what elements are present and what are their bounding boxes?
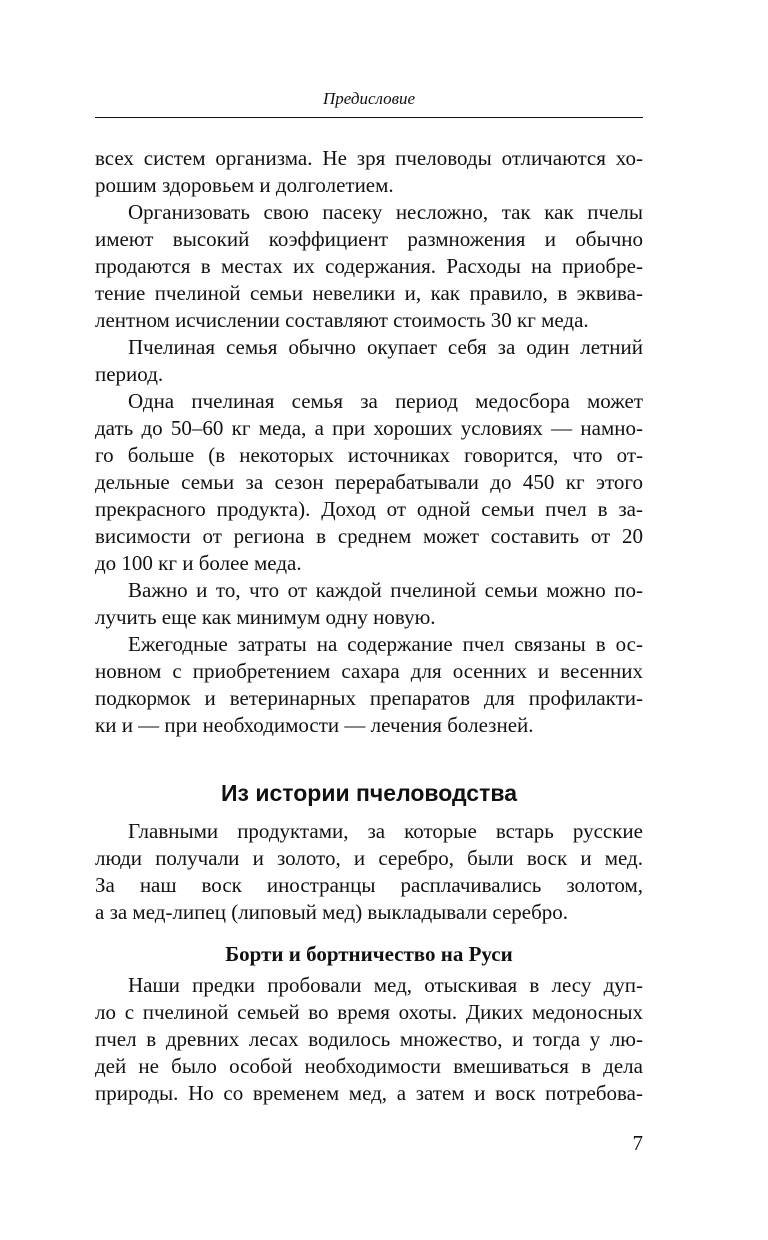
text-line: период. [95, 362, 164, 386]
text-line: висимости от региона в среднем может составить от 20 [95, 524, 643, 548]
text-line: Ежегодные затраты на содержание пчел связаны в ос- [128, 632, 643, 656]
page-number: 7 [632, 1131, 643, 1155]
text-line: Организовать свою пасеку несложно, так как пчелы [128, 200, 643, 224]
text-line: Главными продуктами, за которые встарь русские [128, 819, 643, 843]
text-line: ло с пчелиной семьей во время охоты. Диких медоносных [95, 1000, 643, 1024]
body-text-block-3 [95, 972, 643, 1107]
section-heading: Из истории пчеловодства [221, 780, 517, 806]
text-line: За наш воск иностранцы расплачивались золотом, [95, 873, 643, 897]
header-rule [95, 117, 643, 118]
text-line: Важно и то, что от каждой пчелиной семьи можно по- [128, 578, 643, 602]
text-line: тение пчелиной семьи невелики и, как правило, в эквива- [95, 281, 643, 305]
text-line: Одна пчелиная семья за период медосбора может [128, 389, 643, 413]
subsection-heading: Борти и бортничество на Руси [225, 942, 513, 966]
running-head: Предисловие [322, 89, 416, 108]
text-line: всех систем организма. Не зря пчеловоды отличаются хо- [95, 146, 643, 170]
text-line: Наши предки пробовали мед, отыскивая в лесу дуп- [128, 973, 643, 997]
text-line: а за мед-липец (липовый мед) выкладывали серебро. [95, 900, 569, 924]
text-line: природы. Но со временем мед, а затем и воск потребова- [95, 1081, 643, 1105]
text-line: рошим здоровьем и долголетием. [95, 173, 394, 197]
text-line: Пчелиная семья обычно окупает себя за один летний [128, 335, 643, 359]
text-line: продаются в местах их содержания. Расходы на приобре- [95, 254, 643, 278]
body-text-block-2 [95, 818, 643, 926]
body-text-block-1 [95, 145, 643, 739]
text-line: дать до 50–60 кг меда, а при хороших условиях — намно- [95, 416, 643, 440]
text-line: до 100 кг и более меда. [95, 551, 302, 575]
text-line: дей не было особой необходимости вмешиваться в дела [95, 1054, 643, 1078]
text-line: подкормок и ветеринарных препаратов для профилакти- [95, 686, 643, 710]
text-line: го больше (в некоторых источниках говорится, что от- [95, 443, 643, 467]
text-line: прекрасного продукта). Доход от одной семьи пчел в за- [95, 497, 643, 521]
text-line: лентном исчислении составляют стоимость 30 кг меда. [95, 308, 589, 332]
text-line: дельные семьи за сезон перерабатывали до 450 кг этого [95, 470, 643, 494]
text-line: ки и — при необходимости — лечения болезней. [95, 713, 534, 737]
text-line: лучить еще как минимум одну новую. [95, 605, 436, 629]
text-line: новном с приобретением сахара для осенних и весенних [95, 659, 643, 683]
text-line: люди получали и золото, и серебро, были воск и мед. [95, 846, 643, 870]
text-line: имеют высокий коэффициент размножения и обычно [95, 227, 643, 251]
text-line: пчел в древних лесах водилось множество, и тогда у лю- [95, 1027, 643, 1051]
